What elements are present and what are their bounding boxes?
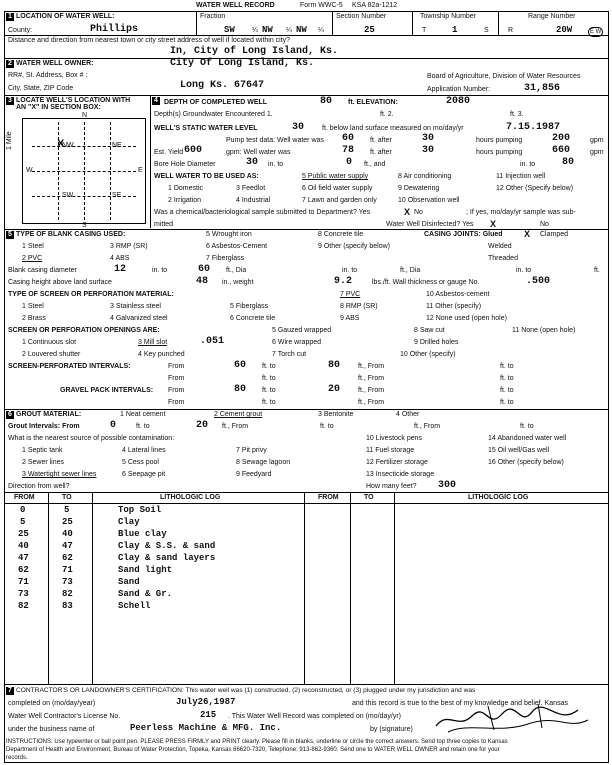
static-level-tail: ft. below land surface measured on mo/day/yr xyxy=(322,125,464,132)
src-fertilizer[interactable]: 12 Fertilizer storage xyxy=(366,459,428,466)
record-completed-label: . This Water Well Record was completed on (mo/day/yr) xyxy=(228,713,401,720)
quarter-sep-2: ¼ xyxy=(286,27,292,34)
log-to-cell[interactable]: 62 xyxy=(62,553,73,563)
section-3-label-2: AN "X" IN SECTION BOX: xyxy=(16,104,101,111)
wall-thickness-label: lbs./ft. Wall thickness or gauge No. xyxy=(372,279,480,286)
sp-from-label: From xyxy=(168,363,185,370)
casing-dia-2-label: ft., Dia xyxy=(226,267,247,274)
screen-rmp[interactable]: 8 RMP (SR) xyxy=(340,303,378,310)
county-label: County: xyxy=(8,27,33,34)
city-label: City, State, ZIP Code xyxy=(8,85,74,92)
yield-label: Est. Yield xyxy=(154,149,184,156)
grout-material-label: GROUT MATERIAL: xyxy=(16,411,82,418)
owner-value[interactable]: City Of Long Island, Ks. xyxy=(170,58,315,69)
gp-from-label: From xyxy=(168,387,185,394)
screen-asbestos[interactable]: 10 Asbestos-cement xyxy=(426,291,490,298)
log-to-cell[interactable]: 25 xyxy=(62,517,73,527)
use-observation-well[interactable]: 10 Observation well xyxy=(398,197,460,204)
opening-continuous-slot[interactable]: 1 Continuous slot xyxy=(22,339,77,346)
county-value[interactable]: Phillips xyxy=(90,24,139,35)
section-1-number: 1 xyxy=(6,13,14,21)
src-oil-gas[interactable]: 15 Oil well/Gas well xyxy=(488,447,550,454)
log-from-cell[interactable]: 5 xyxy=(20,517,26,527)
openings-label: SCREEN OR PERFORATION OPENINGS ARE: xyxy=(8,327,160,334)
src-cess-pool[interactable]: 5 Cess pool xyxy=(122,459,159,466)
sp-from-value[interactable]: 60 xyxy=(234,360,247,371)
log-desc-cell[interactable]: Clay & sand layers xyxy=(118,553,216,563)
casing-to-value[interactable]: 60 xyxy=(198,264,211,275)
sp-row2-from-2-label: ft., From xyxy=(358,375,385,382)
casing-ft-label: ft. xyxy=(594,267,600,274)
section-5-number: 5 xyxy=(6,231,14,239)
application-label: Application Number: xyxy=(427,86,491,93)
license-label: Water Well Contractor's License No. xyxy=(8,713,121,720)
bore-and-label: ft., and xyxy=(364,161,386,168)
sp-row2-to-2-label: ft. to xyxy=(500,375,514,382)
casing-in-to-label: in. to xyxy=(152,267,168,274)
screen-galvanized[interactable]: 4 Galvanized steel xyxy=(110,315,168,322)
instructions-line-2: Department of Health and Environment, Bureau of Water Protection, Topeka, Kansas 66620-7320, Telephone: 913-862-9360. Send one to WATER WELL OWNER and retain one for your xyxy=(6,747,500,753)
log-desc-cell[interactable]: Blue clay xyxy=(118,529,167,539)
log-from-cell[interactable]: 47 xyxy=(18,553,29,563)
disinfected-no-label[interactable]: No xyxy=(540,221,549,228)
disinfected-yes-mark[interactable]: X xyxy=(490,219,497,229)
ne-label: NE xyxy=(112,142,122,149)
yield-ft-value[interactable]: 78 xyxy=(342,145,355,156)
casing-asbestos[interactable]: 6 Asbestos-Cement xyxy=(206,243,268,250)
gp-from-value[interactable]: 80 xyxy=(234,384,247,395)
src-lagoon[interactable]: 8 Sewage lagoon xyxy=(236,459,291,466)
fraction-label: Fraction xyxy=(200,13,226,20)
how-many-feet-label: How many feet? xyxy=(366,483,417,490)
casing-weight-label: in., weight xyxy=(222,279,254,286)
casing-concrete-tile[interactable]: 8 Concrete tile xyxy=(318,231,364,238)
screen-stainless[interactable]: 3 Stainless steel xyxy=(110,303,161,310)
certification-line-2a: completed on (mo/day/year) xyxy=(8,700,96,707)
elevation-label: ft. ELEVATION: xyxy=(348,99,398,106)
gp-from-2-label: ft., From xyxy=(358,387,385,394)
certification-line-1: CONTRACTOR'S OR LANDOWNER'S CERTIFICATION: This water well was (1) constructed, (2) reconstructed, or (3) plugged under my jurisdiction and was xyxy=(16,687,476,694)
log-desc-cell[interactable]: Sand & Gr. xyxy=(118,589,173,599)
log-to-header-2: TO xyxy=(364,494,374,501)
gp-to-2-label: ft. to xyxy=(500,387,514,394)
instructions-line-1: INSTRUCTIONS: Use typewriter or ball point pen. PLEASE PRESS FIRMLY and PRINT clearly. Please fill in blanks, underline or circle the correct answers. Send top three copies to Kansas xyxy=(6,739,508,745)
grout-from-2-label: ft., From xyxy=(222,423,249,430)
casing-in-to-2-label: in. to xyxy=(342,267,358,274)
pump-test-label: Pump test data: Well water was xyxy=(226,137,324,144)
bore-ft-value[interactable]: 80 xyxy=(562,157,575,168)
opening-other[interactable]: 10 Other (specify) xyxy=(400,351,456,358)
t-label: T xyxy=(422,27,427,34)
bore-in-to-label: in. to xyxy=(268,161,284,168)
section-4-number: 4 xyxy=(152,97,160,105)
depth-label: DEPTH OF COMPLETED WELL xyxy=(164,99,268,106)
joints-glued-mark[interactable]: X xyxy=(524,229,531,239)
gp-row2-to-2-label: ft. to xyxy=(500,399,514,406)
certification-line-2b: and this record is true to the best of my knowledge and belief. Kansas xyxy=(352,700,568,707)
joints-clamped[interactable]: Clamped xyxy=(540,231,569,238)
license-value[interactable]: 215 xyxy=(200,710,217,720)
log-to-cell[interactable]: 82 xyxy=(62,589,73,599)
casing-wrought-iron[interactable]: 5 Wrought iron xyxy=(206,231,252,238)
joints-threaded[interactable]: Threaded xyxy=(488,255,518,262)
log-to-cell[interactable]: 5 xyxy=(64,505,70,515)
use-public-water-supply[interactable]: 5 Public water supply xyxy=(302,173,369,180)
screen-concrete[interactable]: 6 Concrete tile xyxy=(230,315,276,322)
grout-bentonite[interactable]: 3 Bentonite xyxy=(318,411,354,418)
ew-selector[interactable]: E W xyxy=(590,29,602,35)
contamination-label: What is the nearest source of possible contamination: xyxy=(8,435,175,442)
opening-wire-wrapped[interactable]: 6 Wire wrapped xyxy=(272,339,322,346)
casing-steel[interactable]: 1 Steel xyxy=(22,243,44,250)
section-2-label: WATER WELL OWNER: xyxy=(16,60,94,67)
opening-none[interactable]: 11 None (open hole) xyxy=(512,327,576,334)
casing-diameter-label: Blank casing diameter xyxy=(8,267,77,274)
pump-hours-value[interactable]: 30 xyxy=(422,133,435,144)
src-pit-privy[interactable]: 7 Pit privy xyxy=(236,447,267,454)
log-title-header-2: LITHOLOGIC LOG xyxy=(468,494,529,501)
quarter-1[interactable]: SW xyxy=(224,25,235,35)
chem-sample-tail: ; If yes, mo/day/yr sample was sub- xyxy=(466,209,576,216)
pump-hours-label: hours pumping xyxy=(476,137,523,144)
mitted-label: mitted xyxy=(154,221,174,228)
grout-to-label: ft. to xyxy=(136,423,150,430)
screen-steel[interactable]: 1 Steel xyxy=(22,303,44,310)
log-from-header-2: FROM xyxy=(318,494,339,501)
use-other[interactable]: 12 Other (Specify below) xyxy=(496,185,574,192)
opening-gauzed[interactable]: 5 Gauzed wrapped xyxy=(272,327,332,334)
yield-after-label: ft. after xyxy=(370,149,392,156)
chem-yes-mark[interactable]: X xyxy=(404,207,411,217)
distance-label: Distance and direction from nearest town or city street address of well if located within city? xyxy=(8,37,291,44)
grout-to-value[interactable]: 20 xyxy=(196,420,209,431)
casing-rmp[interactable]: 3 RMP (SR) xyxy=(110,243,148,250)
se-label: SE xyxy=(112,192,122,199)
grout-other[interactable]: 4 Other xyxy=(396,411,420,418)
screen-brass[interactable]: 2 Brass xyxy=(22,315,46,322)
src-fuel[interactable]: 11 Fuel storage xyxy=(366,447,415,454)
src-abandoned-well[interactable]: 14 Abandoned water well xyxy=(488,435,567,442)
section-1-label: LOCATION OF WATER WELL: xyxy=(16,13,115,20)
form-title: WATER WELL RECORD xyxy=(196,2,275,9)
s-label: S xyxy=(484,27,489,34)
slot-size-value[interactable]: .051 xyxy=(200,336,225,347)
pump-after-label: ft. after xyxy=(370,137,392,144)
r-label: R xyxy=(508,27,514,34)
pump-gpm-value[interactable]: 200 xyxy=(552,133,571,144)
chem-no-label[interactable]: No xyxy=(414,209,423,216)
log-desc-cell[interactable]: Sand xyxy=(118,577,140,587)
section-6-number: 6 xyxy=(6,411,14,419)
screen-abs[interactable]: 9 ABS xyxy=(340,315,360,322)
use-irrigation[interactable]: 2 Irrigation xyxy=(168,197,202,204)
section-3-number: 3 xyxy=(6,97,14,105)
nw-label: NW xyxy=(62,142,74,149)
src-livestock[interactable]: 10 Livestock pens xyxy=(366,435,423,442)
address-label: RR#, St. Address, Box # : xyxy=(8,72,88,79)
business-name-value[interactable]: Peerless Machine & MFG. Inc. xyxy=(130,723,282,733)
mile-label: 1 Mile xyxy=(6,131,13,150)
casing-pvc[interactable]: 2 PVC xyxy=(22,255,43,262)
gravel-pack-label: GRAVEL PACK INTERVALS: xyxy=(60,387,154,394)
completed-date-value[interactable]: July26,1987 xyxy=(176,697,236,707)
opening-mill-slot[interactable]: 3 Mill slot xyxy=(138,339,168,346)
casing-fiberglass[interactable]: 7 Fiberglass xyxy=(206,255,245,262)
log-from-header: FROM xyxy=(14,494,35,501)
range-value[interactable]: 20W xyxy=(556,25,573,35)
use-dewatering[interactable]: 9 Dewatering xyxy=(398,185,440,192)
use-air-conditioning[interactable]: 8 Air conditioning xyxy=(398,173,452,180)
casing-height-label: Casing height above land surface xyxy=(8,279,112,286)
screen-fiberglass[interactable]: 5 Fiberglass xyxy=(230,303,269,310)
depth-value[interactable]: 80 xyxy=(320,96,333,107)
gp-row2-from-2-label: ft., From xyxy=(358,399,385,406)
how-many-feet-value[interactable]: 300 xyxy=(438,480,457,491)
application-value[interactable]: 31,856 xyxy=(524,83,561,94)
opening-key-punched[interactable]: 4 Key punched xyxy=(138,351,185,358)
src-sewer[interactable]: 2 Sewer lines xyxy=(22,459,65,466)
gp-row2-from-label: From xyxy=(168,399,185,406)
ksa-reference: KSA 82a-1212 xyxy=(352,2,398,9)
bore-diameter-value[interactable]: 30 xyxy=(246,157,259,168)
use-domestic[interactable]: 1 Domestic xyxy=(168,185,204,192)
signature-scribble xyxy=(428,700,598,738)
src-watertight-sewer[interactable]: 3 Watertight sewer lines xyxy=(22,471,97,478)
yield-gpm-value[interactable]: 660 xyxy=(552,145,571,156)
section-number-label: Section Number xyxy=(336,13,387,20)
log-to-header: TO xyxy=(62,494,72,501)
form-number: Form WWC-5 xyxy=(300,2,343,9)
yield-mid-label: gpm: Well water was xyxy=(226,149,291,156)
range-number-label: Range Number xyxy=(528,13,576,20)
use-feedlot[interactable]: 3 Feedlot xyxy=(236,185,266,192)
groundwater-label: Depth(s) Groundwater Encountered 1. xyxy=(154,111,273,118)
log-desc-cell[interactable]: Schell xyxy=(118,601,151,611)
log-desc-cell[interactable]: Sand light xyxy=(118,565,173,575)
casing-abs[interactable]: 4 ABS xyxy=(110,255,130,262)
log-desc-cell[interactable]: Top Soil xyxy=(118,505,162,515)
opening-torch-cut[interactable]: 7 Torch cut xyxy=(272,351,307,358)
opening-saw-cut[interactable]: 8 Saw cut xyxy=(414,327,445,334)
static-date-value[interactable]: 7.15.1987 xyxy=(506,122,561,133)
yield-hours-value[interactable]: 30 xyxy=(422,145,435,156)
direction-label: Direction from well? xyxy=(8,483,70,490)
screen-other[interactable]: 11 Other (specify) xyxy=(426,303,482,310)
quarter-2[interactable]: NW xyxy=(262,25,273,35)
pump-ft-value[interactable]: 60 xyxy=(342,133,355,144)
sp-to-label: ft. to xyxy=(262,363,276,370)
bore-to-value[interactable]: 0 xyxy=(346,157,353,168)
static-level-value[interactable]: 30 xyxy=(292,122,305,133)
casing-weight-value[interactable]: 9.2 xyxy=(334,276,353,287)
yield-gpm-label: gpm xyxy=(590,149,604,156)
log-desc-cell[interactable]: Clay xyxy=(118,517,140,527)
yield-hours-label: hours pumping xyxy=(476,149,523,156)
groundwater-2-label: ft. 2. xyxy=(380,111,394,118)
src-septic[interactable]: 1 Septic tank xyxy=(22,447,63,454)
grout-from-3-label: ft., From xyxy=(414,423,441,430)
log-from-cell[interactable]: 25 xyxy=(18,529,29,539)
log-to-cell[interactable]: 83 xyxy=(62,601,73,611)
pump-gpm-label: gpm xyxy=(590,137,604,144)
board-label: Board of Agriculture, Division of Water Resources xyxy=(427,73,581,80)
city-value[interactable]: Long Ks. 67647 xyxy=(180,80,265,91)
sp-row2-from-label: From xyxy=(168,375,185,382)
south-label: S xyxy=(82,222,87,229)
log-from-cell[interactable]: 73 xyxy=(18,589,29,599)
quarter-sep-3: ¼ xyxy=(318,27,324,34)
wall-thickness-value[interactable]: .500 xyxy=(526,276,551,287)
section-7-number: 7 xyxy=(6,687,14,695)
grout-cement-grout[interactable]: 2 Cement grout xyxy=(214,411,263,418)
screen-material-label: TYPE OF SCREEN OR PERFORATION MATERIAL: xyxy=(8,291,174,298)
location-x-mark: X xyxy=(57,138,65,150)
log-to-cell[interactable]: 47 xyxy=(62,541,73,551)
casing-in-to-3-label: in. to xyxy=(516,267,532,274)
section-3-label: LOCATE WELL'S LOCATION WITH xyxy=(16,97,131,104)
joints-welded[interactable]: Welded xyxy=(488,243,512,250)
grout-neat-cement[interactable]: 1 Neat cement xyxy=(120,411,166,418)
log-to-cell[interactable]: 71 xyxy=(62,565,73,575)
log-to-cell[interactable]: 73 xyxy=(62,577,73,587)
casing-diameter-value[interactable]: 12 xyxy=(114,264,127,275)
log-from-cell[interactable]: 82 xyxy=(18,601,29,611)
sp-row2-to-label: ft. to xyxy=(262,375,276,382)
section-2-number: 2 xyxy=(6,60,14,68)
screen-intervals-label: SCREEN-PERFORATED INTERVALS: xyxy=(8,363,131,370)
township-number-label: Township Number xyxy=(420,13,477,20)
sp-from-2-label: ft., From xyxy=(358,363,385,370)
disinfected-label: Water Well Disinfected? Yes xyxy=(386,221,474,228)
north-label: N xyxy=(82,112,88,119)
src-other[interactable]: 16 Other (specify below) xyxy=(488,459,564,466)
use-industrial[interactable]: 4 Industrial xyxy=(236,197,271,204)
east-label: E xyxy=(138,167,143,174)
quarter-sep-1: ¼ xyxy=(252,27,258,34)
log-from-cell[interactable]: 62 xyxy=(18,565,29,575)
static-level-label: WELL'S STATIC WATER LEVEL xyxy=(154,125,258,132)
log-desc-cell[interactable]: Clay & S.S. & sand xyxy=(118,541,216,551)
sw-label: SW xyxy=(62,192,74,199)
grout-from-value[interactable]: 0 xyxy=(110,420,117,431)
grout-to-2-label: ft. to xyxy=(320,423,334,430)
casing-other[interactable]: 9 Other (specify below) xyxy=(318,243,390,250)
sp-to-2-label: ft. to xyxy=(500,363,514,370)
township-value[interactable]: 1 xyxy=(452,25,458,35)
chem-sample-label: Was a chemical/bacteriological sample submitted to Department? Yes xyxy=(154,209,371,216)
src-feedyard[interactable]: 9 Feedyard xyxy=(236,471,272,478)
use-label: WELL WATER TO BE USED AS: xyxy=(154,173,259,180)
log-from-cell[interactable]: 40 xyxy=(18,541,29,551)
instructions-line-3: records. xyxy=(6,755,28,761)
bore-label: Bore Hole Diameter xyxy=(154,161,216,168)
quarter-3[interactable]: NW xyxy=(296,25,307,35)
casing-label: TYPE OF BLANK CASING USED: xyxy=(16,231,126,238)
use-injection-well[interactable]: 11 Injection well xyxy=(496,173,546,180)
grout-intervals-label: Grout Intervals: From xyxy=(8,423,80,430)
src-seepage[interactable]: 6 Seepage pit xyxy=(122,471,166,478)
business-name-label: under the business name of xyxy=(8,726,95,733)
casing-joints-label: CASING JOINTS: Glued xyxy=(424,231,503,238)
screen-pvc[interactable]: 7 PVC xyxy=(340,291,361,298)
log-to-cell[interactable]: 40 xyxy=(62,529,73,539)
log-from-cell[interactable]: 0 xyxy=(20,505,26,515)
use-lawn-garden[interactable]: 7 Lawn and garden only xyxy=(302,197,377,204)
gp-to-label: ft. to xyxy=(262,387,276,394)
opening-louvered[interactable]: 2 Louvered shutter xyxy=(22,351,81,358)
log-title-header: LITHOLOGIC LOG xyxy=(160,494,221,501)
distance-value[interactable]: In, City of Long Island, Ks. xyxy=(170,46,339,57)
bore-in-to-2-label: in. to xyxy=(520,161,536,168)
elevation-value[interactable]: 2080 xyxy=(446,96,471,107)
use-oil-field[interactable]: 6 Oil field water supply xyxy=(302,185,373,192)
casing-dia-3-label: ft., Dia xyxy=(400,267,421,274)
west-label: W xyxy=(26,167,33,174)
groundwater-3-label: ft. 3. xyxy=(510,111,524,118)
sp-to-value[interactable]: 80 xyxy=(328,360,341,371)
src-insecticide[interactable]: 13 Insecticide storage xyxy=(366,471,435,478)
opening-drilled[interactable]: 9 Drilled holes xyxy=(414,339,459,346)
gp-row2-to-label: ft. to xyxy=(262,399,276,406)
section-value[interactable]: 25 xyxy=(364,25,375,35)
grout-to-3-label: ft. to xyxy=(520,423,534,430)
casing-height-value[interactable]: 48 xyxy=(196,276,209,287)
src-lateral[interactable]: 4 Lateral lines xyxy=(122,447,166,454)
yield-value[interactable]: 600 xyxy=(184,145,203,156)
screen-none[interactable]: 12 None used (open hole) xyxy=(426,315,507,322)
gp-to-value[interactable]: 20 xyxy=(328,384,341,395)
log-from-cell[interactable]: 71 xyxy=(18,577,29,587)
signature-label: by (signature) xyxy=(370,726,413,733)
